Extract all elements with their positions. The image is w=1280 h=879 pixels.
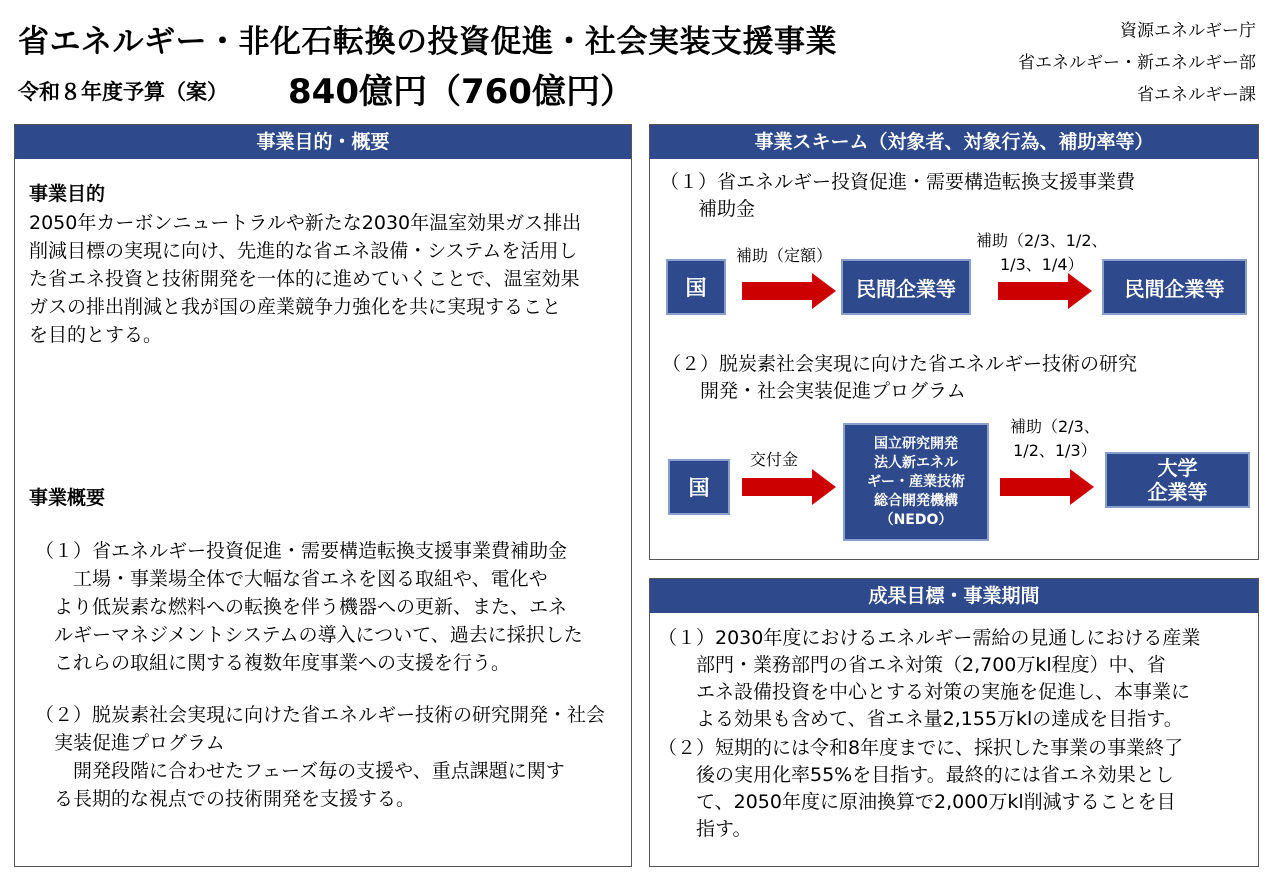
flow-box-nedo	[843, 423, 989, 541]
text-line: （１）省エネルギー投資促進・需要構造転換支援事業費補助金	[35, 540, 568, 562]
text-line: 2050年カーボンニュートラルや新たな2030年温室効果ガス排出	[29, 212, 582, 234]
flow-box-company: 民間企業等	[1102, 259, 1247, 315]
text-line: 1/3、1/4）	[1000, 255, 1084, 274]
text-line: 部門・業務部門の省エネ対策（2,700万kl程度）中、省	[658, 654, 1166, 676]
flow-arrow	[742, 273, 836, 309]
text-line: 国立研究開発	[874, 435, 958, 452]
text-line: 総合開発機構	[874, 492, 958, 509]
scheme-item-2-heading	[662, 351, 1137, 405]
scheme-panel	[649, 124, 1259, 560]
agency-line: 資源エネルギー庁	[1120, 21, 1256, 41]
text-line: た省エネ投資と技術開発を一体的に進めていくことで、温室効果	[29, 268, 580, 290]
goal-item-1	[658, 625, 1254, 733]
text-line: る長期的な視点での技術開発を支援する。	[35, 788, 416, 810]
text-line: 開発・社会実装促進プログラム	[662, 380, 966, 402]
panel-heading: 事業スキーム（対象者、対象行為、補助率等）	[650, 125, 1258, 159]
arrow-label	[1010, 415, 1100, 463]
flow-box-company: 民間企業等	[841, 259, 971, 315]
flow-arrow	[742, 469, 836, 505]
text-line: 開発段階に合わせたフェーズ毎の支援や、重点課題に関す	[35, 760, 565, 782]
text-line: 大学	[1157, 456, 1198, 480]
agency-line: 省エネルギー課	[1137, 85, 1256, 105]
text-line: エネ設備投資を中心とする対策の実施を促進し、本事業に	[658, 681, 1191, 703]
text-line: 指す。	[658, 818, 752, 840]
flow-arrow	[1000, 469, 1094, 505]
text-line: を目的とする。	[29, 324, 163, 346]
purpose-text	[29, 209, 625, 349]
text-line: （１）2030年度におけるエネルギー需給の見通しにおける産業	[658, 627, 1201, 649]
text-line: 法人新エネル	[874, 454, 958, 471]
purpose-heading: 事業目的	[29, 183, 106, 205]
text-line: ギー・産業技術	[867, 473, 965, 490]
arrow-label: 補助（定額）	[736, 246, 833, 265]
text-line: （１）省エネルギー投資促進・需要構造転換支援事業費	[660, 171, 1136, 193]
arrow-label: 交付金	[750, 450, 799, 469]
arrow-label	[976, 229, 1108, 277]
text-line: （２）脱炭素社会実現に向けた省エネルギー技術の研究開発・社会	[35, 704, 606, 726]
text-line: より低炭素な燃料への転換を伴う機器への更新、また、エネ	[35, 596, 568, 618]
text-line: これらの取組に関する複数年度事業への支援を行う。	[35, 652, 511, 674]
panel-heading: 成果目標・事業期間	[650, 579, 1258, 613]
text-line: 企業等	[1147, 480, 1208, 504]
text-line: （NEDO）	[879, 511, 953, 528]
agency-line: 省エネルギー・新エネルギー部	[1018, 53, 1256, 73]
text-line: よる効果も含めて、省エネ量2,155万klの達成を目指す。	[658, 708, 1183, 730]
text-line: 補助（2/3、	[1010, 417, 1100, 436]
overview-item-2	[35, 701, 627, 813]
budget-amount: 840億円（760億円）	[288, 72, 634, 112]
purpose-overview-panel	[14, 124, 632, 867]
flow-arrow	[998, 273, 1092, 309]
flow-box-university	[1105, 452, 1250, 508]
overview-heading: 事業概要	[29, 487, 106, 509]
flow-box-country: 国	[668, 459, 730, 515]
text-line: て、2050年度に原油換算で2,000万kl削減することを目	[658, 791, 1176, 813]
text-line: 補助金	[660, 198, 756, 220]
text-line: （２）短期的には令和8年度までに、採択した事業の事業終了	[658, 737, 1184, 759]
text-line: （２）脱炭素社会実現に向けた省エネルギー技術の研究	[662, 353, 1138, 375]
panel-heading: 事業目的・概要	[15, 125, 631, 159]
flow-box-country: 国	[666, 259, 726, 315]
text-line: 後の実用化率55%を目指す。最終的には省エネ効果とし	[658, 764, 1174, 786]
page-title: 省エネルギー・非化石転換の投資促進・社会実装支援事業	[18, 24, 837, 60]
goals-period-panel	[649, 578, 1259, 867]
text-line: 1/2、1/3）	[1013, 441, 1097, 460]
text-line: 補助（2/3、1/2、	[976, 231, 1108, 250]
text-line: 実装促進プログラム	[35, 732, 225, 754]
goal-item-2	[658, 735, 1254, 843]
scheme-item-1-heading	[660, 169, 1135, 223]
overview-item-1	[35, 537, 627, 677]
text-line: 工場・事業場全体で大幅な省エネを図る取組や、電化や	[35, 568, 548, 590]
text-line: ガスの排出削減と我が国の産業競争力強化を共に実現すること	[29, 296, 562, 318]
text-line: 削減目標の実現に向け、先進的な省エネ設備・システムを活用し	[29, 240, 578, 262]
text-line: ルギーマネジメントシステムの導入について、過去に採択した	[35, 624, 583, 646]
budget-label: 令和８年度予算（案）	[18, 80, 228, 104]
